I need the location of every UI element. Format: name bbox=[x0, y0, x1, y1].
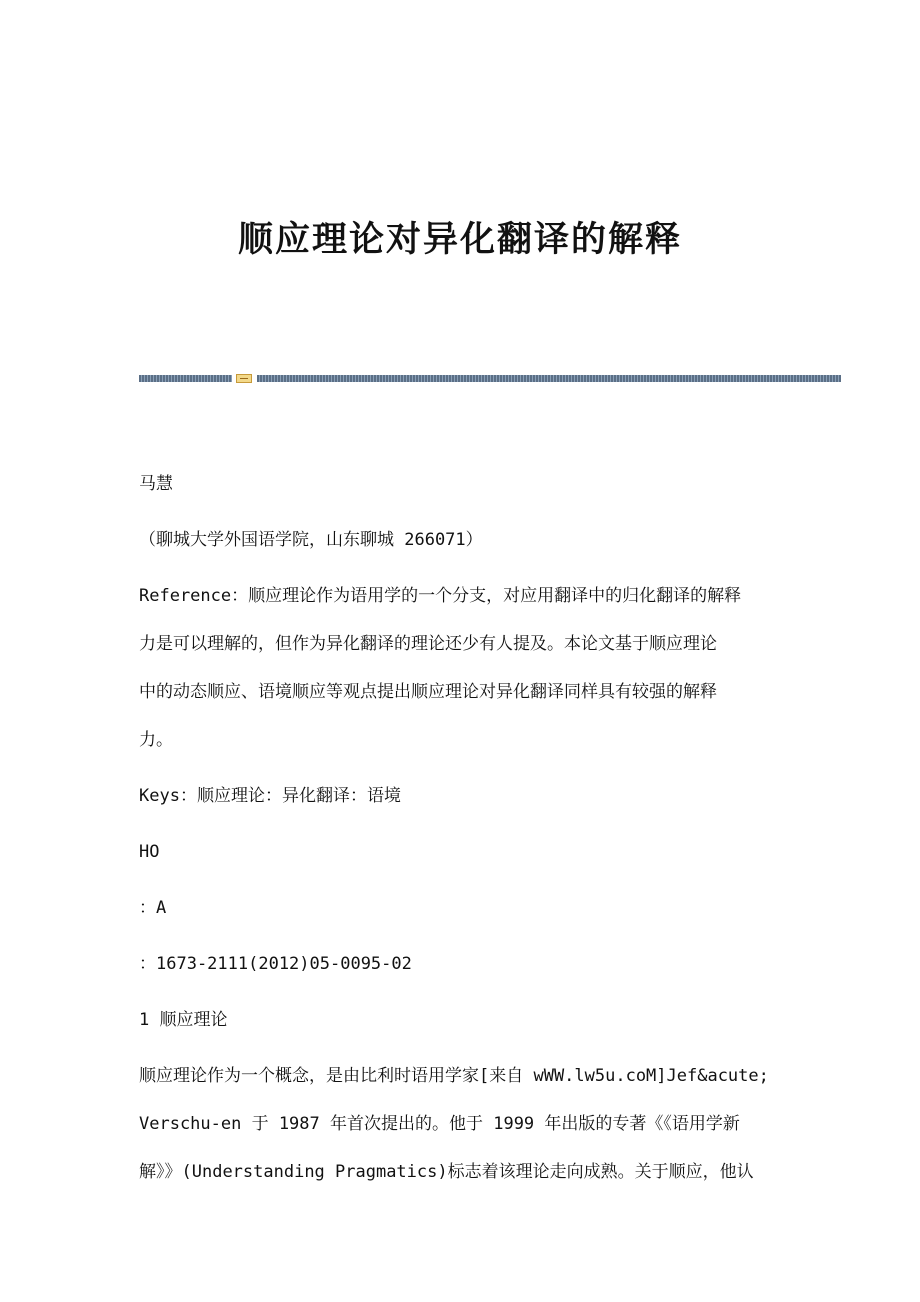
classification-number: HO bbox=[139, 842, 160, 862]
abstract-line: 力。 bbox=[139, 730, 173, 750]
abstract-line: Reference：顺应理论作为语用学的一个分支，对应用翻译中的归化翻译的解释 bbox=[139, 586, 742, 606]
keywords: Keys：顺应理论：异化翻译：语境 bbox=[139, 786, 401, 806]
divider-ornament-icon bbox=[236, 374, 252, 383]
abstract-line: 中的动态顺应、语境顺应等观点提出顺应理论对异化翻译同样具有较强的解释 bbox=[139, 682, 717, 702]
abstract-line: 力是可以理解的，但作为异化翻译的理论还少有人提及。本论文基于顺应理论 bbox=[139, 634, 717, 654]
divider-bar-right bbox=[257, 375, 841, 382]
author-affiliation: （聊城大学外国语学院，山东聊城 266071） bbox=[139, 530, 483, 550]
document-code: ：A bbox=[139, 898, 167, 918]
author-name: 马慧 bbox=[139, 474, 173, 494]
body-line: 顺应理论作为一个概念，是由比利时语用学家[来自 wWW.lw5u.coM]Jef&acute; bbox=[139, 1066, 769, 1086]
title-divider bbox=[139, 374, 841, 383]
article-id: ：1673-2111(2012)05-0095-02 bbox=[139, 954, 412, 974]
body-line: Verschu-en 于 1987 年首次提出的。他于 1999 年出版的专著《《语用学新 bbox=[139, 1114, 740, 1134]
document-title: 顺应理论对异化翻译的解释 bbox=[237, 219, 682, 260]
body-line: 解》》(Understanding Pragmatics)标志着该理论走向成熟。关于顺应，他认 bbox=[139, 1162, 754, 1182]
divider-bar-left bbox=[139, 375, 232, 382]
section-heading: 1 顺应理论 bbox=[139, 1010, 228, 1030]
